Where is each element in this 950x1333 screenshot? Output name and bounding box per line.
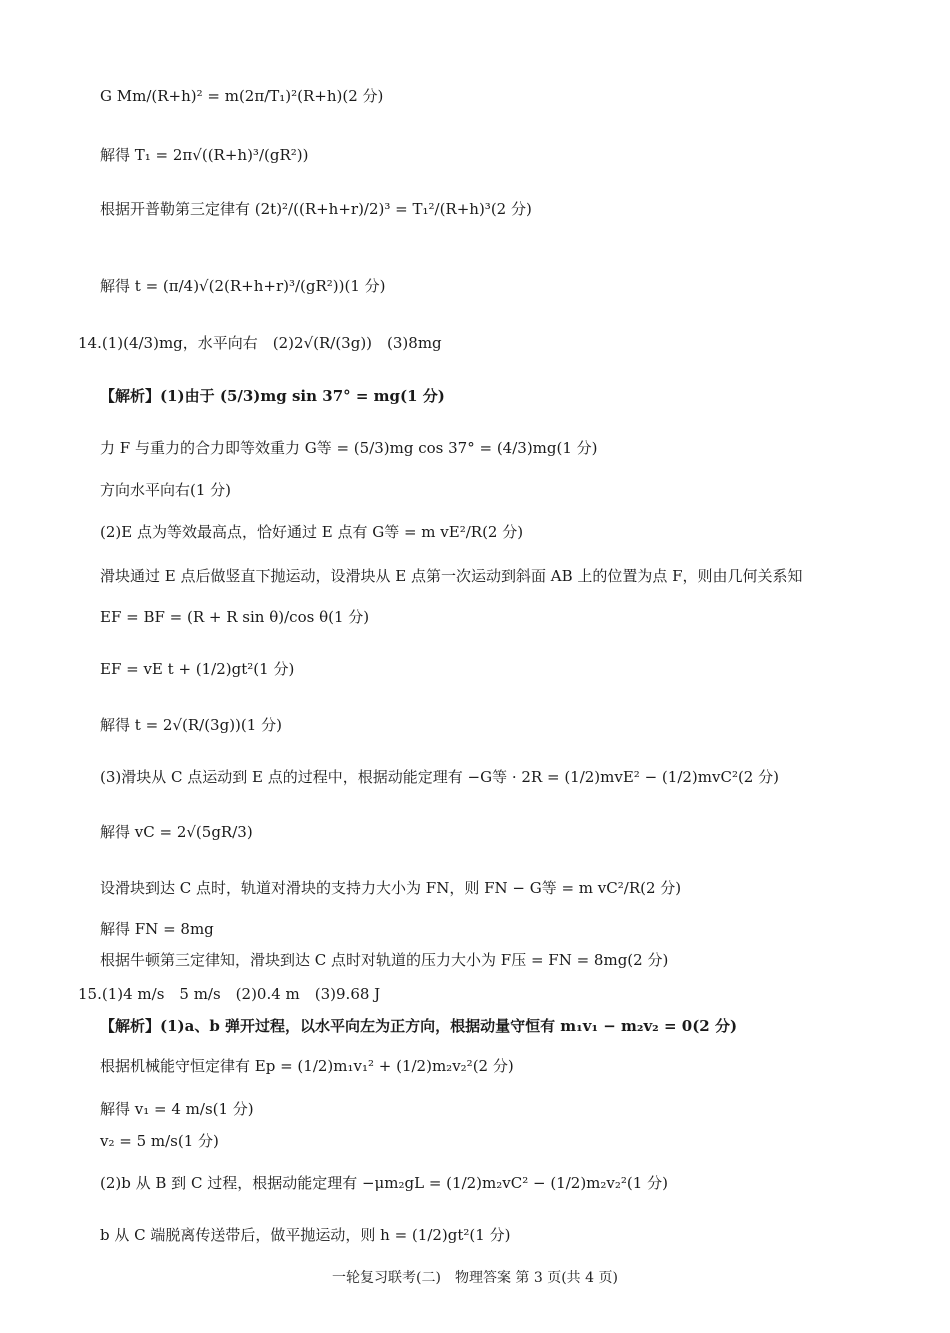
text-line: (3)滑块从 C 点运动到 E 点的过程中，根据动能定理有 −G等 · 2R = (1/2)mvE² − (1/2)mvC²(2 分) (100, 768, 779, 786)
text-line: 根据开普勒第三定律有 (2t)²/((R+h+r)/2)³ = T₁²/(R+h)³(2 分) (100, 200, 532, 218)
text-line: b 从 C 端脱离传送带后，做平抛运动，则 h = (1/2)gt²(1 分) (100, 1226, 511, 1244)
text-line: 滑块通过 E 点后做竖直下抛运动，设滑块从 E 点第一次运动到斜面 AB 上的位置为点 F，则由几何关系知 (100, 567, 803, 585)
page-footer: 一轮复习联考(二) 物理答案 第 3 页(共 4 页) (332, 1270, 618, 1286)
text-line: 解得 t = (π/4)√(2(R+h+r)³/(gR²))(1 分) (100, 277, 386, 295)
text-line: G Mm/(R+h)² = m(2π/T₁)²(R+h)(2 分) (100, 87, 384, 105)
text-line: 设滑块到达 C 点时，轨道对滑块的支持力大小为 FN，则 FN − G等 = m vC²/R(2 分) (100, 879, 682, 897)
analysis-line: 【解析】(1)a、b 弹开过程，以水平向左为正方向，根据动量守恒有 m₁v₁ − m₂v₂ = 0(2 分) (100, 1017, 738, 1035)
text-line: v₂ = 5 m/s(1 分) (100, 1132, 219, 1150)
answer-heading-14: 14.(1)(4/3)mg，水平向右 (2)2√(R/(3g)) (3)8mg (78, 334, 442, 352)
text-line: 根据机械能守恒定律有 Ep = (1/2)m₁v₁² + (1/2)m₂v₂²(2 分) (100, 1057, 514, 1075)
text-line: EF = BF = (R + R sin θ)/cos θ(1 分) (100, 608, 370, 626)
text-line: EF = vE t + (1/2)gt²(1 分) (100, 660, 295, 678)
text-line: 解得 FN = 8mg (100, 920, 214, 938)
text-line: 根据牛顿第三定律知，滑块到达 C 点时对轨道的压力大小为 F压 = FN = 8mg(2 分) (100, 951, 669, 969)
answer-heading-15: 15.(1)4 m/s 5 m/s (2)0.4 m (3)9.68 J (78, 985, 381, 1003)
text-line: (2)b 从 B 到 C 过程，根据动能定理有 −μm₂gL = (1/2)m₂vC² − (1/2)m₂v₂²(1 分) (100, 1174, 668, 1192)
text-line: 解得 t = 2√(R/(3g))(1 分) (100, 716, 282, 734)
text-line: 方向水平向右(1 分) (100, 481, 232, 499)
analysis-line: 【解析】(1)由于 (5/3)mg sin 37° = mg(1 分) (100, 387, 445, 405)
text-line: 解得 v₁ = 4 m/s(1 分) (100, 1100, 254, 1118)
text-line: (2)E 点为等效最高点，恰好通过 E 点有 G等 = m vE²/R(2 分) (100, 523, 524, 541)
text-line: 解得 T₁ = 2π√((R+h)³/(gR²)) (100, 146, 309, 164)
text-line: 力 F 与重力的合力即等效重力 G等 = (5/3)mg cos 37° = (4/3)mg(1 分) (100, 439, 598, 457)
text-line: 解得 vC = 2√(5gR/3) (100, 823, 253, 841)
